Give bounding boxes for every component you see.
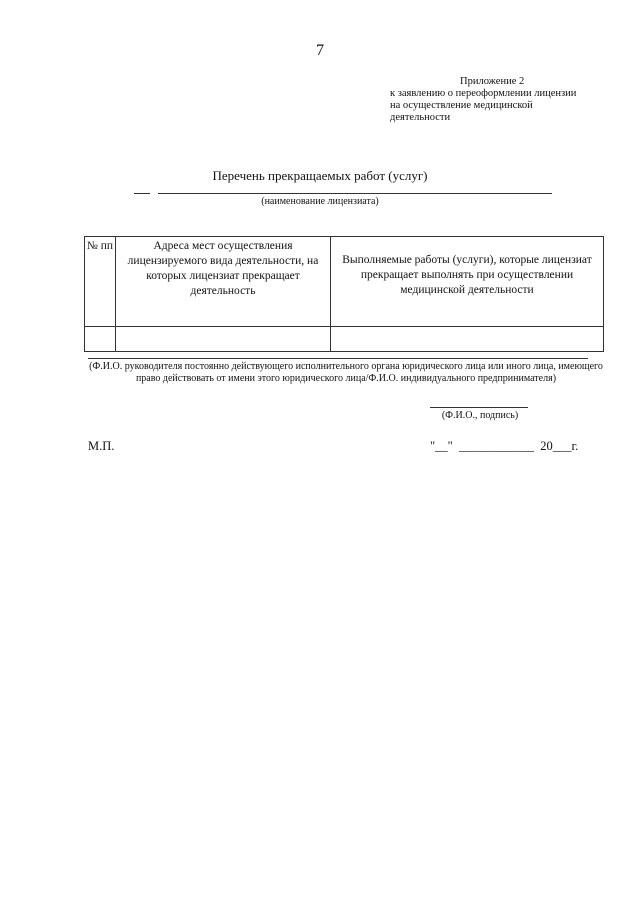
- head-name-line: [88, 358, 588, 359]
- head-caption: (Ф.И.О. руководителя постоянно действующего исполнительного органа юридического лица или иного лица, имеющего право действовать от имени этого юридического лица/Ф.И.О. индивидуального предпринимателя): [89, 361, 603, 384]
- appendix-line-1: к заявлению о переоформлении лицензии: [390, 88, 577, 99]
- table-cell[interactable]: [331, 327, 604, 352]
- appendix-line-2: на осуществление медицинской: [390, 100, 533, 111]
- appendix-title: Приложение 2: [460, 76, 525, 87]
- table-header-row: [85, 237, 604, 327]
- seal-label: М.П.: [88, 439, 115, 453]
- signature-caption: (Ф.И.О., подпись): [441, 410, 519, 421]
- page-number: 7: [316, 42, 324, 59]
- table-cell[interactable]: [85, 327, 116, 352]
- date-line: "__" ____________ 20___г.: [430, 439, 579, 453]
- works-table: [84, 236, 604, 352]
- col-works-header: Выполняемые работы (услуги), которые лицензиат прекращает выполнять при осуществлении медицинской деятельности: [331, 237, 604, 327]
- appendix-line-3: деятельности: [390, 112, 451, 123]
- col-number-header: № пп: [85, 237, 116, 327]
- licensee-caption: (наименование лицензиата): [261, 196, 379, 207]
- licensee-name-line-left: [134, 193, 150, 194]
- col-addresses-header: Адреса мест осуществления лицензируемого вида деятельности, на которых лицензиат прекращает деятельность: [116, 237, 331, 327]
- table-row: [85, 327, 604, 352]
- signature-line: [430, 407, 528, 408]
- appendix-block: [390, 76, 620, 124]
- document-title: Перечень прекращаемых работ (услуг): [212, 168, 428, 183]
- licensee-name-line: [158, 193, 552, 194]
- table-cell[interactable]: [116, 327, 331, 352]
